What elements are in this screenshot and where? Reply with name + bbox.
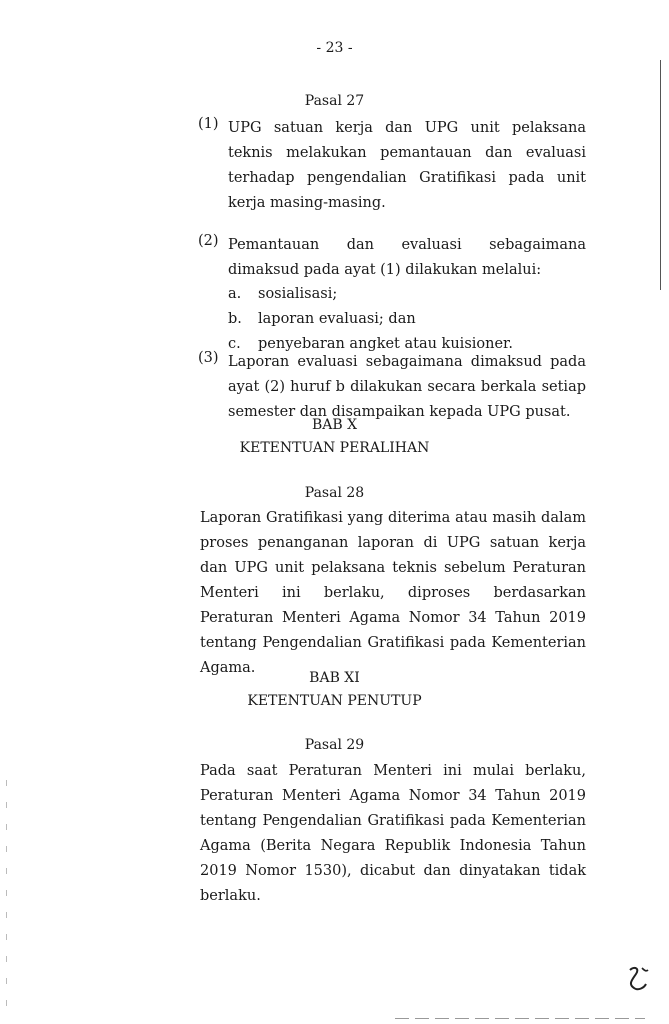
sub-item-text: penyebaran angket atau kuisioner. (258, 336, 513, 352)
bab-10-subtitle: KETENTUAN PERALIHAN (239, 440, 430, 456)
pasal-29-text: Pada saat Peraturan Menteri ini mulai berlaku, Peraturan Menteri Agama Nomor 34 Tahun 2019 tentang Pengendalian Gratifikasi pada Kementerian Agama (Berita Negara Republik Indonesia Tahun 2019 Nomor 1530), dicabut dan dinyatakan tidak berlaku. (200, 763, 586, 904)
item-number: (2) (198, 233, 219, 249)
pasal-28-title: Pasal 28 (304, 485, 365, 501)
pasal-27-title: Pasal 27 (304, 93, 365, 109)
item-text: Pemantauan dan evaluasi sebagaimana dimaksud pada ayat (1) dilakukan melalui: (228, 237, 586, 278)
sub-item-letter: b. (228, 311, 242, 327)
pasal-29-title: Pasal 29 (304, 737, 365, 753)
sub-item-letter: a. (228, 286, 242, 302)
bab-11-title: BAB XI (309, 670, 360, 686)
scan-edge-line (660, 60, 661, 290)
item-number: (3) (198, 350, 219, 366)
sub-item-b (228, 307, 588, 332)
page-number: - 23 - (316, 40, 353, 56)
item-text: UPG satuan kerja dan UPG unit pelaksana teknis melakukan pemantauan dan evaluasi terhadap pengendalian Gratifikasi pada unit kerja masing-masing. (228, 120, 586, 211)
sub-item-a (228, 282, 588, 307)
pasal-28-text: Laporan Gratifikasi yang diterima atau masih dalam proses penanganan laporan di UPG satuan kerja dan UPG unit pelaksana teknis sebelum Peraturan Menteri ini berlaku, diproses berdasarkan Peraturan Menteri Agama Nomor 34 Tahun 2019 tentang Pengendalian Gratifikasi pada Kementerian Agama. (200, 510, 586, 676)
item-text: Laporan evaluasi sebagaimana dimaksud pada ayat (2) huruf b dilakukan secara berkala setiap semester dan disampaikan kepada UPG pusat. (228, 354, 586, 420)
sub-item-letter: c. (228, 336, 241, 352)
bab-10-title: BAB X (311, 417, 358, 433)
item-number: (1) (198, 116, 219, 132)
pasal-27-item-1 (198, 116, 586, 216)
scan-bottom-line (395, 1018, 645, 1019)
paraf-initial-icon (624, 964, 652, 994)
pasal-27-item-2 (198, 233, 586, 283)
sub-item-text: laporan evaluasi; dan (258, 311, 416, 327)
sub-item-text: sosialisasi; (258, 286, 338, 302)
pasal-27-item-3 (198, 350, 586, 425)
scan-margin-marks (6, 780, 7, 1010)
bab-11-subtitle: KETENTUAN PENUTUP (247, 693, 422, 709)
